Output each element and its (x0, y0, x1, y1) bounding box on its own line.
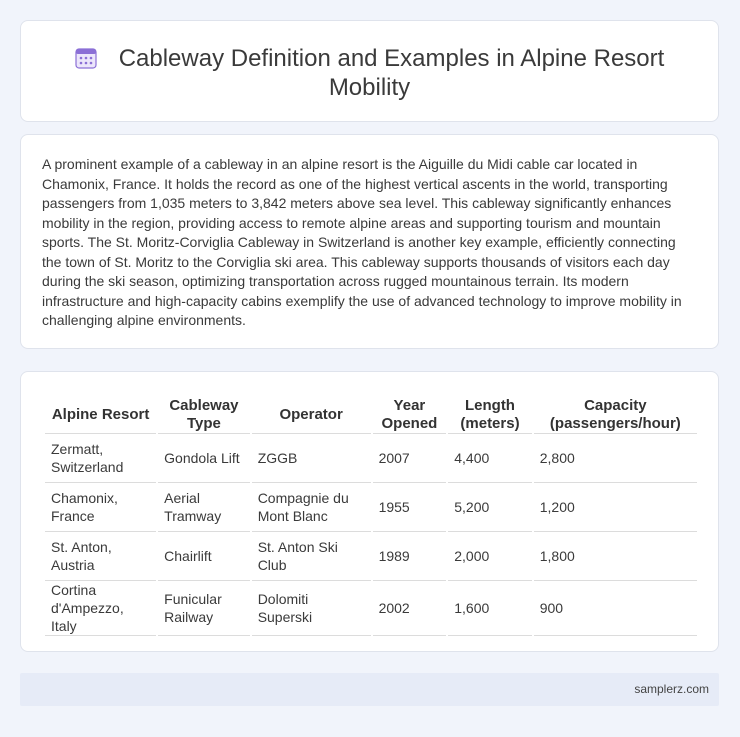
column-header: Year Opened (373, 394, 447, 434)
column-header: Operator (252, 394, 371, 434)
table-row (45, 434, 697, 483)
table-row (45, 532, 697, 581)
table-cell: 5,200 (448, 483, 531, 532)
table-cell: 2007 (373, 434, 447, 483)
table-row (45, 581, 697, 636)
table-cell: Cortina d'Ampezzo, Italy (45, 581, 156, 636)
footer-brand-link[interactable]: samplerz.com (634, 682, 709, 696)
table-cell: St. Anton Ski Club (252, 532, 371, 581)
table-cell: 2,800 (534, 434, 697, 483)
table-cell: St. Anton, Austria (45, 532, 156, 581)
footer-bar (20, 673, 719, 706)
table-cell: Compagnie du Mont Blanc (252, 483, 371, 532)
table-cell: Dolomiti Superski (252, 581, 371, 636)
page-title-text: Cableway Definition and Examples in Alpine Resort Mobility (118, 45, 665, 101)
column-header: Alpine Resort (45, 394, 156, 434)
description-card (20, 134, 719, 349)
table-cell: Chamonix, France (45, 483, 156, 532)
table-cell: 2,000 (448, 532, 531, 581)
table-cell: 1989 (373, 532, 447, 581)
table-cell: 1,800 (534, 532, 697, 581)
title-card (20, 20, 719, 122)
table-cell: Aerial Tramway (158, 483, 250, 532)
column-header: Length (meters) (448, 394, 531, 434)
table-cell: Gondola Lift (158, 434, 250, 483)
table-cell: Chairlift (158, 532, 250, 581)
table-cell: Funicular Railway (158, 581, 250, 636)
column-header: Capacity (passengers/hour) (534, 394, 697, 434)
table-cell: 1955 (373, 483, 447, 532)
page-title (21, 44, 718, 102)
table-cell: 1,200 (534, 483, 697, 532)
table-cell: ZGGB (252, 434, 371, 483)
column-header: Cableway Type (158, 394, 250, 434)
table-cell: 900 (534, 581, 697, 636)
calendar-icon (75, 47, 97, 69)
table-header-row (45, 394, 697, 434)
description-paragraph: A prominent example of a cableway in an alpine resort is the Aiguille du Midi cable car located in Chamonix, France. It holds the record as one of the highest vertical ascents in the world, transporting passengers from 1,035 meters to 3,842 meters above sea level. This cableway significantly enhances mobility in the region, providing access to remote alpine areas and supporting tourism and mountain sports. The St. Moritz-Corviglia Cableway in Switzerland is another key example, efficiently connecting the town of St. Moritz to the Corviglia ski area. This cableway supports thousands of visitors each day during the ski season, optimizing transportation across rugged mountainous terrain. Its modern infrastructure and high-capacity cabins exemplify the use of advanced technology to improve mobility in challenging alpine environments. (42, 156, 682, 328)
table-card (20, 371, 719, 652)
table-cell: 1,600 (448, 581, 531, 636)
table-cell: Zermatt, Switzerland (45, 434, 156, 483)
cableway-table (43, 394, 699, 636)
table-cell: 4,400 (448, 434, 531, 483)
table-cell: 2002 (373, 581, 447, 636)
table-row (45, 483, 697, 532)
